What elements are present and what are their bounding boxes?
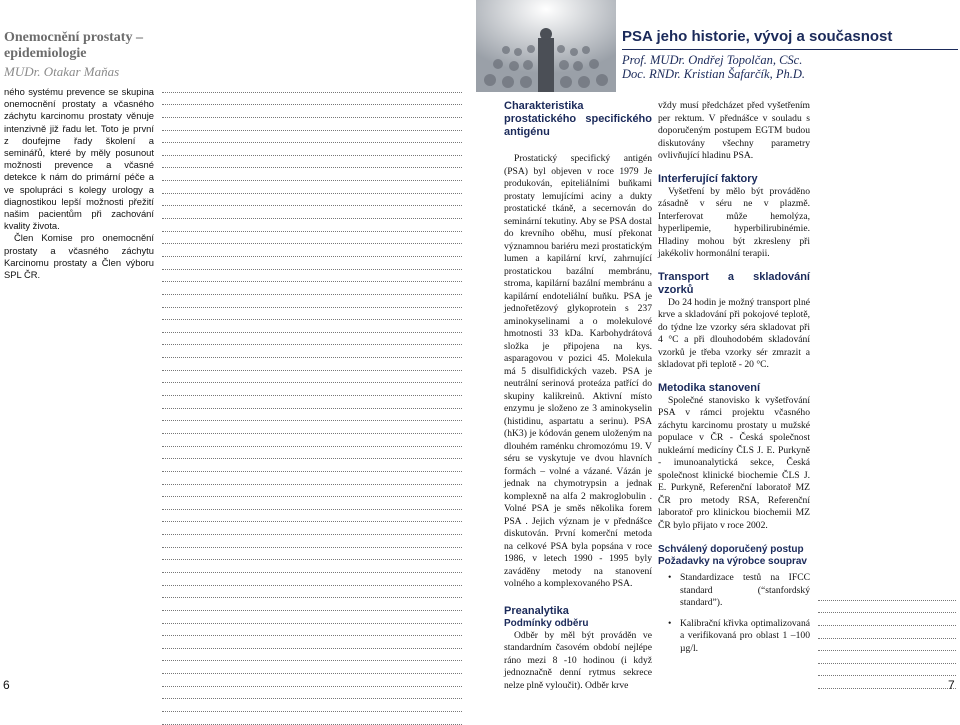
lecture-photo — [476, 0, 616, 92]
dotted-line — [162, 206, 462, 219]
author-1: Prof. MUDr. Ondřej Topolčan, CSc. — [622, 53, 803, 67]
dotted-line — [162, 244, 462, 257]
dotted-line — [162, 548, 462, 561]
dotted-line — [162, 409, 462, 422]
dotted-line — [162, 674, 462, 687]
section-heading-preanalytics: Preanalytika — [504, 604, 569, 617]
subheading-collection-conditions: Podmínky odběru — [504, 617, 589, 629]
dotted-line — [818, 626, 956, 639]
list-item: • Kalibrační křivka optimalizovaná a verifikovaná pro oblast 1 –100 µg/l. — [658, 618, 810, 656]
dotted-line — [162, 687, 462, 700]
dotted-line — [818, 588, 956, 601]
dotted-line — [162, 345, 462, 358]
article-column-1 — [504, 100, 652, 692]
dotted-line — [162, 421, 462, 434]
dotted-line — [162, 396, 462, 409]
method-text: Společné stanovisko k vyšetřování PSA v rámci projektu včasného záchytu karcinomu prostaty u mužské populace v ČR - Česká společnost nukleární medicíny ČLS J. E. Purkyně - imunoanalytická sekce, Česká společnost klinické biochemie ČLS J. E. Purkyně, Referenční laboratoř MZ ČR pro metody RSA, Referenční laboratoř pro klinickou biochemii MZ ČR bylo přijato v roce 2002. — [658, 394, 810, 531]
right-page-number: 7 — [948, 678, 955, 692]
subheading-approved-procedure: Schválený doporučený postup — [658, 544, 804, 555]
article-column-2 — [658, 100, 810, 663]
right-page-header — [622, 28, 958, 81]
preanalytics-text: Odběr by měl být prováděn ve standardním časovém období nejlépe ráno mezi 8 -10 hodinou (i když jednoznačně denní rytmus sekrece nelze plně vyloučit). Odběr krve — [504, 629, 652, 691]
dotted-line — [818, 601, 956, 614]
notes-dotted-lines — [162, 80, 462, 725]
dotted-line — [162, 118, 462, 131]
section-heading-characteristics: Charakteristika prostatického specifického antigénu — [504, 100, 652, 138]
dotted-line — [162, 282, 462, 295]
dotted-line — [162, 624, 462, 637]
dotted-line — [162, 560, 462, 573]
dotted-line — [162, 371, 462, 384]
dotted-line — [162, 485, 462, 498]
dotted-line — [162, 535, 462, 548]
section-heading-method: Metodika stanovení — [658, 381, 761, 394]
dotted-line — [818, 613, 956, 626]
dotted-line — [162, 105, 462, 118]
dotted-line — [162, 270, 462, 283]
dotted-line — [162, 447, 462, 460]
left-paragraph-2: Člen Komise pro onemocnění prostaty a včasného záchytu Karcinomu prostaty a Člen výboru SPL ČR. — [4, 232, 154, 281]
left-page-number: 6 — [3, 678, 10, 692]
left-page-body — [4, 86, 154, 281]
dotted-line — [162, 522, 462, 535]
section-heading-interfering: Interferující faktory — [658, 172, 758, 185]
left-paragraph-1: ného systému prevence se skupina onemocnění prostaty a včasného záchytu karcinomu prostaty věnuje intenzivně již řadu let. Toto je první z doufejme řady školení a seminářů, které by měly posunout možnosti prevence a včasné detekce k nám do primární péče a ve spolupráci s kolegy urology a diagnostikou lepší možnosti přežití našim pacientům při zachování kvality života. — [4, 86, 154, 232]
left-page-title: Onemocnění prostaty – epidemiologie — [4, 30, 143, 61]
dotted-line — [162, 194, 462, 207]
dotted-line — [162, 333, 462, 346]
dotted-line — [162, 320, 462, 333]
title-divider — [622, 49, 958, 50]
dotted-line — [162, 143, 462, 156]
dotted-line — [162, 181, 462, 194]
dotted-line — [162, 472, 462, 485]
dotted-line — [162, 219, 462, 232]
section-heading-transport: Transport a skladování vzorků — [658, 270, 810, 296]
list-item: • Standardizace testů na IFCC standard (“stanfordský standard”). — [658, 572, 810, 610]
dotted-line — [162, 358, 462, 371]
dotted-line — [162, 510, 462, 523]
dotted-line — [162, 586, 462, 599]
dotted-line — [162, 712, 462, 725]
characteristics-text: Prostatický specifický antigén (PSA) byl objeven v roce 1979 Je produkován, epiteliálními buňkami prostaty lemujícími aciny a dukty prostatické tkáně, a secernován do seminární tekutiny. Aby se PSA dostal do krevního oběhu, musí překonat významnou bariéru mezi prostatickým lumen a kapilární krví, zahrnující prostatickou bazální membránu, stroma, kapilární bazální membránu a kapilární endoteliální buňku. PSA je jednořetězový glykoprotein s 237 aminokyselinami a o molekulové hmotnosti 33 kDa. Karbohydrátová složka je připojena na kys. asparagovou v pozici 45. Molekula má 5 disulfidických vazeb. PSA je neutrální serinová proteáza patřící do skupiny kalikreinů. Aktivní místo enzymu je složeno ze 3 aminokyselin (histidinu, aspartatu a serinu). PSA (hK3) je kódován genem uloženým na dlouhém raménku chromozómu 19. V séru se vyskytuje ve dvou hlavních formách – volné a vázané. Vázán je jednak na chymotrypsin a jednak komplexně na alfa 2 makroglobulin . Volné PSA je směs několika forem PSA . Jejich význam je v přednášce diskutován. První komerční metoda na celkové PSA byla popsána v roce 1986, v letech 1990 - 1995 byly zaváděny metody na stanovení volného a komplexovaného PSA. — [504, 153, 652, 589]
dotted-line — [818, 664, 956, 677]
dotted-line — [162, 131, 462, 144]
dotted-line — [818, 676, 956, 689]
dotted-line — [162, 636, 462, 649]
dotted-line — [162, 93, 462, 106]
dotted-line — [818, 651, 956, 664]
dotted-line — [162, 699, 462, 712]
dotted-line — [162, 257, 462, 270]
left-page-author: MUDr. Otakar Maňas — [4, 64, 120, 79]
dotted-line — [162, 383, 462, 396]
dotted-line — [162, 232, 462, 245]
dotted-line — [162, 598, 462, 611]
dotted-line — [162, 661, 462, 674]
notes-dotted-lines-right — [818, 588, 956, 689]
exam-text: vždy musí předcházet před vyšetřením per rektum. V přednášce v souladu s doporučeným postupem EGTM budou diskutovány všechny parametry ovlivňující hladinu PSA. — [658, 100, 810, 161]
dotted-line — [162, 295, 462, 308]
dotted-line — [162, 459, 462, 472]
dotted-line — [162, 308, 462, 321]
right-page-title: PSA jeho historie, vývoj a současnost — [622, 28, 893, 45]
dotted-line — [162, 434, 462, 447]
dotted-line — [162, 611, 462, 624]
subheading-kit-requirements: Požadavky na výrobce souprav — [658, 556, 807, 567]
dotted-line — [818, 639, 956, 652]
left-page-column — [4, 30, 154, 281]
interfering-text: Vyšetření by mělo být prováděno zásadně v séru ne v plazmě. Interferovat může hemolýza, hyperlipemie, hyperbilirubinémie. Hladiny mohou být zkresleny při jakékoliv hormonální terapii. — [658, 185, 810, 259]
dotted-line — [162, 80, 462, 93]
dotted-line — [162, 497, 462, 510]
dotted-line — [162, 168, 462, 181]
requirements-list — [658, 572, 810, 655]
dotted-line — [162, 573, 462, 586]
dotted-line — [162, 649, 462, 662]
author-2: Doc. RNDr. Kristian Šafarčík, Ph.D. — [622, 67, 805, 81]
dotted-line — [162, 156, 462, 169]
transport-text: Do 24 hodin je možný transport plné krve a skladování při pokojové teplotě, do týdne lze vzorky séra skladovat při 4 °C a při dlouhodobém skladování vzorků je třeba vzorky sér zmrazit a skladovat při teplotě - 20 °C. — [658, 296, 810, 370]
